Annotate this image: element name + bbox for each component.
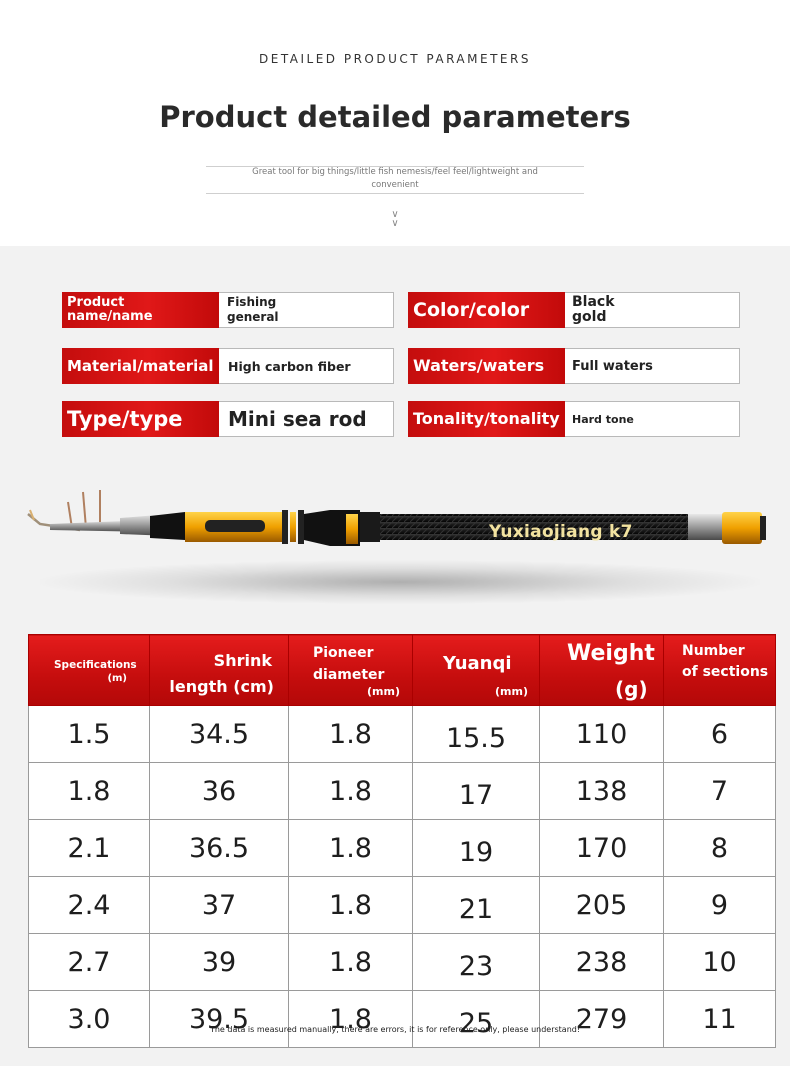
- table-cell: 17: [413, 763, 540, 820]
- col-header-yuanqi: [413, 635, 540, 706]
- param-value-line1: Fishing: [227, 295, 277, 309]
- header-unit: (mm): [367, 685, 400, 698]
- param-value-line1: Black: [572, 294, 615, 310]
- table-cell: 1.8: [289, 706, 413, 763]
- col-header-spec: [29, 635, 150, 706]
- page-title: Product detailed parameters: [159, 100, 631, 134]
- col-header-pioneer: [289, 635, 413, 706]
- header-text: length (cm): [169, 677, 274, 696]
- param-type: [62, 401, 394, 437]
- table-cell: 19: [413, 820, 540, 877]
- param-value: [572, 293, 615, 327]
- table-cell: 1.8: [289, 934, 413, 991]
- header-unit: (m): [107, 673, 127, 684]
- param-value: Full waters: [572, 358, 653, 374]
- table-row: [29, 820, 776, 877]
- header-text: Yuanqi: [443, 653, 512, 674]
- table-cell: 6: [664, 706, 776, 763]
- param-value: High carbon fiber: [228, 358, 351, 374]
- table-cell: 1.8: [289, 820, 413, 877]
- param-label: Tonality/tonality: [408, 401, 565, 437]
- table-cell: 21: [413, 877, 540, 934]
- table-row: [29, 877, 776, 934]
- header-text: Number: [682, 643, 745, 659]
- table-cell: 170: [540, 820, 664, 877]
- param-label: Type/type: [62, 401, 219, 437]
- spec-table: [28, 634, 776, 1048]
- param-material: [62, 348, 394, 384]
- table-row: [29, 706, 776, 763]
- table-cell: 1.8: [289, 991, 413, 1048]
- table-cell: 2.7: [29, 934, 150, 991]
- table-row: [29, 934, 776, 991]
- table-cell: 34.5: [150, 706, 289, 763]
- table-cell: 2.4: [29, 877, 150, 934]
- param-waters: [408, 348, 740, 384]
- param-label-line2: name/name: [67, 309, 153, 324]
- param-label-line1: Product: [67, 295, 125, 310]
- table-cell: 10: [664, 934, 776, 991]
- param-label: Waters/waters: [408, 348, 565, 384]
- footnote-text: The data is measured manually, there are errors, it is for reference only, please understand!: [209, 1025, 581, 1034]
- divider-bottom: [206, 193, 584, 194]
- table-cell: 7: [664, 763, 776, 820]
- table-cell: 1.8: [289, 877, 413, 934]
- header-text: diameter: [313, 667, 385, 683]
- table-cell: 36.5: [150, 820, 289, 877]
- param-value: Mini sea rod: [228, 406, 367, 431]
- param-label: Material/material: [62, 348, 219, 384]
- table-body: [29, 706, 776, 1048]
- table-cell: 110: [540, 706, 664, 763]
- table-cell: 8: [664, 820, 776, 877]
- header-text: Weight: [567, 641, 655, 666]
- header-unit: (mm): [495, 685, 528, 698]
- param-value: Hard tone: [572, 412, 634, 426]
- param-value-line2: general: [227, 310, 279, 324]
- table-cell: 238: [540, 934, 664, 991]
- table-cell: 15.5: [413, 706, 540, 763]
- param-tonality: [408, 401, 740, 437]
- header-text: of sections: [682, 664, 769, 680]
- param-value: [227, 293, 279, 327]
- table-cell: 25: [413, 991, 540, 1048]
- table-cell: 1.8: [29, 763, 150, 820]
- table-row: [29, 991, 776, 1048]
- col-header-sections: [664, 635, 776, 706]
- param-product-name: [62, 292, 394, 328]
- col-header-shrink: [150, 635, 289, 706]
- table-cell: 279: [540, 991, 664, 1048]
- param-value-line2: gold: [572, 309, 607, 325]
- header-section: [0, 0, 790, 246]
- fishing-rod-image: [20, 480, 780, 580]
- eyebrow-text: DETAILED PRODUCT PARAMETERS: [259, 52, 531, 66]
- table-cell: 37: [150, 877, 289, 934]
- param-label: [62, 292, 219, 328]
- table-cell: 23: [413, 934, 540, 991]
- header-text: Pioneer: [313, 645, 374, 661]
- subtitle-text: Great tool for big things/little fish nemesis/feel feel/lightweight and convenient: [252, 167, 538, 190]
- table-row: [29, 763, 776, 820]
- table-cell: 39.5: [150, 991, 289, 1048]
- table-cell: 36: [150, 763, 289, 820]
- rod-brand-label: Yuxiaojiang k7: [489, 522, 633, 542]
- table-header-row: [29, 635, 776, 706]
- chevron-down-icon: ∨: [391, 218, 399, 229]
- table-cell: 2.1: [29, 820, 150, 877]
- header-text: Specifications: [54, 659, 137, 671]
- table-cell: 3.0: [29, 991, 150, 1048]
- header-text: Shrink: [213, 651, 272, 670]
- table-cell: 39: [150, 934, 289, 991]
- table-cell: 11: [664, 991, 776, 1048]
- header-unit: (g): [615, 677, 648, 701]
- param-label: Color/color: [408, 292, 565, 328]
- table-cell: 1.5: [29, 706, 150, 763]
- table-cell: 205: [540, 877, 664, 934]
- table-cell: 9: [664, 877, 776, 934]
- table-cell: 138: [540, 763, 664, 820]
- chevron-down-icon: ∨: [391, 209, 399, 220]
- col-header-weight: [540, 635, 664, 706]
- table-cell: 1.8: [289, 763, 413, 820]
- param-color: [408, 292, 740, 328]
